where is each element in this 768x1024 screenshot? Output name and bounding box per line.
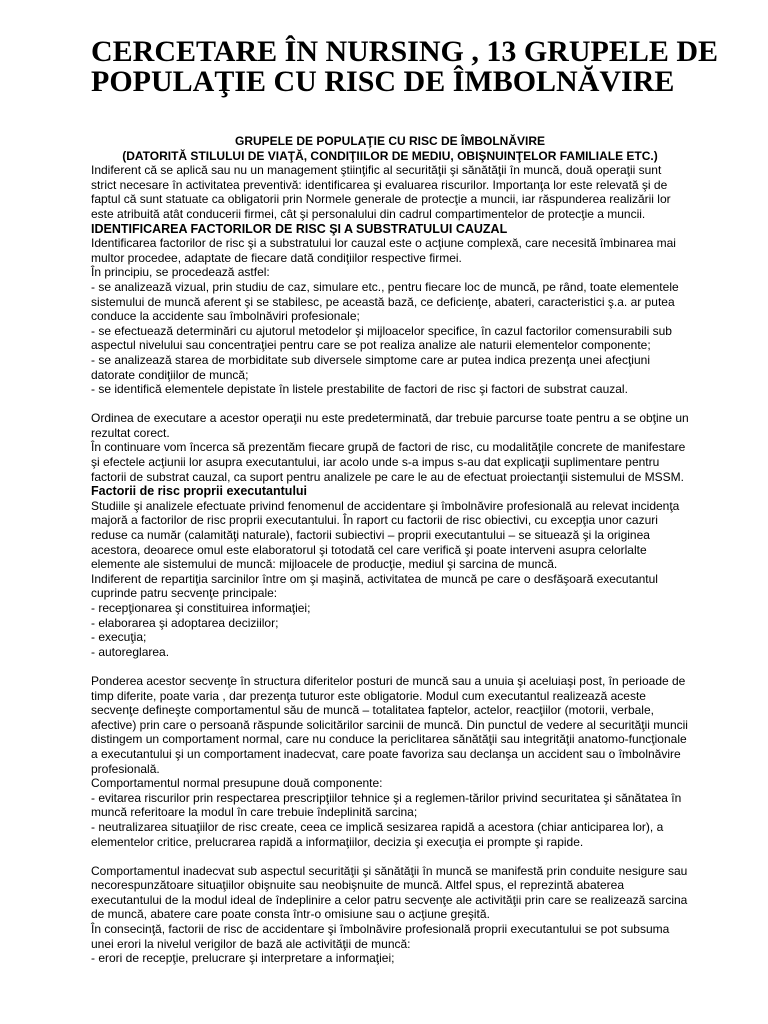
- paragraph-spacer: [91, 397, 689, 412]
- paragraph: - se efectuează determinări cu ajutorul metodelor şi mijloacelor specifice, în cazul factorilor comensurabili sub aspectul nivelului sau concentraţiei pentru care se pot realiza analize ale naturii elementelor componente;: [91, 323, 672, 353]
- paragraph: - elaborarea şi adoptarea deciziilor;: [91, 615, 279, 630]
- paragraph: Studiile şi analizele efectuate privind fenomenul de accidentare şi îmbolnăvire profesională au relevat incidenţa majoră a factorilor de risc proprii executantului. În raport cu factorii de risc obiectivi, cu excepţia unor cazuri reduse ca număr (calamităţi naturale), factorii subiectivi – proprii executantului – se situează şi la originea acestora, deoarece omul este elaboratorul şi totodată cel care verifică şi poate interveni asupra celorlalte elemente ale sistemului de muncă: mijloacele de producţie, mediul şi sarcina de muncă.: [91, 498, 680, 572]
- paragraph: În principiu, se procedează astfel:: [91, 265, 270, 280]
- paragraph-spacer: [91, 849, 689, 864]
- paragraph: - erori de recepţie, prelucrare şi interpretare a informaţiei;: [91, 951, 395, 966]
- paragraph: Ponderea acestor secvenţe în structura diferitelor posturi de muncă sau a unuia şi aceluiaşi post, în perioade de timp diferite, poate varia , dar prezenţa tuturor este obligatorie. Modul cum executantul realizează aceste secvenţe defineşte comportamentul său de muncă – totalitatea faptelor, actelor, reacţiilor (motorii, verbale, afective) prin care o persoană răspunde solicitărilor sarcinii de muncă. Din punctul de vedere al securităţii muncii distingem un comportament normal, care nu conduce la periclitarea sănătăţii sau integrităţii anatomo-funcţionale a executantului şi un comportament inadecvat, care poate favoriza sau declanşa un accident sau o îmbolnăvire profesională.: [91, 673, 688, 776]
- paragraph: Comportamentul normal presupune două componente:: [91, 776, 383, 791]
- paragraph: În continuare vom încerca să prezentăm fiecare grupă de factori de risc, cu modalităţile concrete de manifestare şi efectele acţiunii lor asupra executantului, iar acolo unde s-a impus s-au dat explicaţii suplimentare pentru factorii de substrat cauzal, ca suport pentru analizele pe care le au de efectuat proiectanţii sistemului de MSSM.: [91, 440, 686, 484]
- paragraph: - autoreglarea.: [91, 644, 170, 659]
- section-subtitle: GRUPELE DE POPULAŢIE CU RISC DE ÎMBOLNĂVIRE: [234, 134, 546, 148]
- page-title: CERCETARE ÎN NURSING , 13 GRUPELE DE POPULAŢIE CU RISC DE ÎMBOLNĂVIRE: [91, 35, 719, 98]
- paragraph-spacer: [91, 659, 689, 674]
- section-heading: IDENTIFICAREA FACTORILOR DE RISC ŞI A SUBSTRATULUI CAUZAL: [91, 221, 508, 236]
- paragraph: - recepţionarea şi constituirea informaţiei;: [91, 601, 311, 615]
- section-heading: Factorii de risc proprii executantului: [91, 484, 308, 499]
- paragraph: Identificarea factorilor de risc şi a substratului lor cauzal este o acţiune complexă, care necesită îmbinarea mai multor procedee, adaptate de fiecare dată condiţiilor respective firmei.: [91, 236, 676, 265]
- paragraph: - evitarea riscurilor prin respectarea prescripţiilor tehnice şi a reglemen-tărilor privind securitatea şi sănătatea în muncă referitoare la modul în care trebuie îndeplinită sarcina;: [91, 790, 682, 820]
- paragraph: - se analizează vizual, prin studiu de caz, simulare etc., pentru fiecare loc de muncă, pe rând, toate elementele sistemului de muncă aferent şi se stabilesc, pe această bază, ce deficienţe, abateri, caracteristici ş.a. ar putea conduce la accidente sau îmbolnăviri profesionale;: [91, 279, 679, 324]
- document-body: [91, 134, 689, 966]
- paragraph: Indiferent că se aplică sau nu un management ştiinţific al securităţii şi sănătăţii în muncă, două operaţii sunt strict necesare în activitatea preventivă: identificarea şi evaluarea riscurilor. Importanţa lor este relevată şi de faptul că sunt statuate ca obligatorii prin Normele generale de protecţie a muncii, iar răspunderea realizării lor este atribuită atât conducerii firmei, cât şi personalului din cadrul compartimentelor de protecţie a muncii.: [91, 163, 671, 221]
- paragraph: - execuţia;: [91, 630, 147, 645]
- paragraph: - se identifică elementele depistate în listele prestabilite de factori de risc şi factori de substrat cauzal.: [91, 382, 628, 397]
- paragraph: În consecinţă, factorii de risc de accidentare şi îmbolnăvire profesională proprii executantului se pot subsuma unei erori la nivelul verigilor de bază ale activităţii de muncă:: [91, 922, 670, 951]
- section-subtitle-detail: (DATORITĂ STILULUI DE VIAŢĂ, CONDIŢIILOR DE MEDIU, OBIŞNUINŢELOR FAMILIALE ETC.): [122, 148, 658, 163]
- paragraph: - se analizează starea de morbiditate sub diversele simptome care ar putea indica prezenţa unei afecţiuni datorate condiţiilor de muncă;: [91, 352, 650, 382]
- paragraph: Ordinea de executare a acestor operaţii nu este predeterminată, dar trebuie parcurse toate pentru a se obţine un rezultat corect.: [91, 411, 689, 440]
- paragraph: Indiferent de repartiţia sarcinilor între om şi maşină, activitatea de muncă pe care o desfăşoară executantul cuprinde patru secvenţe principale:: [91, 571, 658, 601]
- paragraph: - neutralizarea situaţiilor de risc create, ceea ce implică sesizarea rapidă a acestora (chiar anticiparea lor), a elementelor critice, prelucrarea rapidă a informaţiilor, decizia şi execuţia ei prompte şi rapide.: [91, 819, 664, 849]
- paragraph: Comportamentul inadecvat sub aspectul securităţii şi sănătăţii în muncă se manifestă prin conduite nesigure sau necorespunzătoare situaţiilor obişnuite sau neobişnuite de muncă. Altfel spus, el reprezintă abaterea executantului de la modul ideal de îndeplinire a celor patru secvenţe ale activităţii prin care se realizează sarcina de muncă, abatere care poate consta într-o omisiune sau o acţiune greşită.: [91, 863, 688, 922]
